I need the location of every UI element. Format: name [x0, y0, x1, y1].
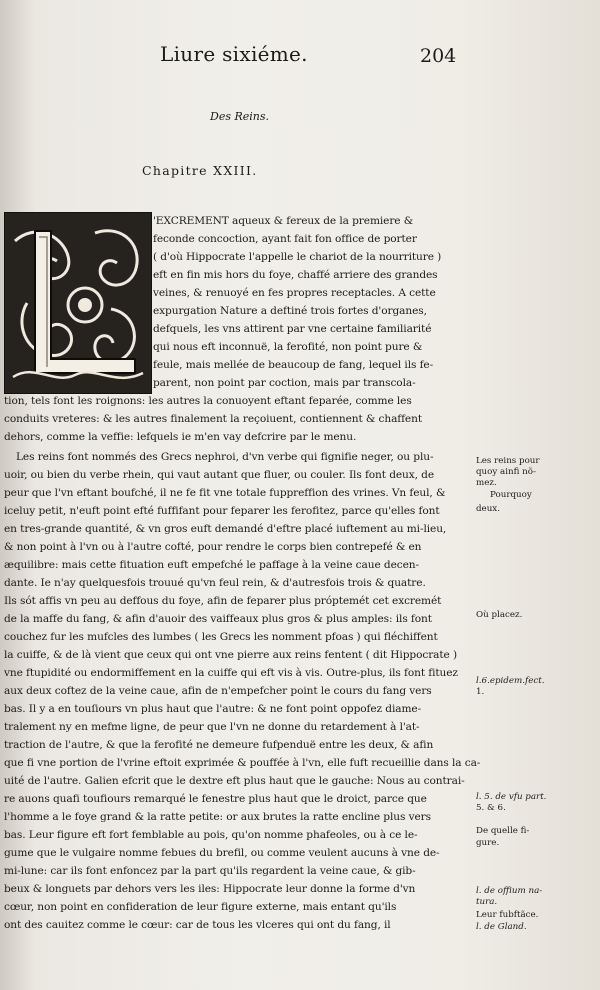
body-line: defquels, les vns attirent par vne certaine familiarité — [153, 323, 432, 335]
body-line: parent, non point par coction, mais par transcola- — [153, 377, 416, 389]
margin-note: 5. & 6. — [476, 803, 506, 813]
margin-note: mez. — [476, 478, 497, 488]
body-line: uité de l'autre. Galien efcrit que le dextre eft plus haut que le gauche: Nous au contrai- — [4, 775, 465, 787]
body-line: tion, tels font les roignons: les autres la conuoyent eftant feparée, comme les — [4, 395, 412, 407]
body-line: traction de l'autre, & que la ferofité ne demeure fufpenduë entre les deux, & afin — [4, 739, 434, 751]
margin-note: l. de Gland. — [476, 922, 527, 932]
margin-note: Leur fubftãce. — [476, 910, 539, 920]
body-line: mi-lune: car ils font enfoncez par la part qu'ils regardent la veine caue, & gib- — [4, 865, 416, 877]
body-line: æquilibre: mais cette fituation euft empefché le paffage à la veine caue decen- — [4, 559, 419, 571]
body-line: re auons quafi toufiours remarqué le fenestre plus haut que le droict, parce que — [4, 793, 427, 805]
margin-note: gure. — [476, 838, 500, 848]
body-line: ont des cauitez comme le cœur: car de tous les vlceres qui ont du fang, il — [4, 919, 391, 931]
margin-note: l. 5. de vfu part. — [476, 792, 547, 802]
ornamental-initial — [4, 212, 152, 394]
margin-note: Pourquoy — [490, 490, 532, 500]
body-line: uoir, ou bien du verbe rhein, qui vaut autant que fluer, ou couler. Ils font deux, de — [4, 469, 435, 481]
section-title: Des Reins. — [210, 110, 270, 123]
body-line: la cuiffe, & de là vient que ceux qui ont vne pierre aux reins fentent ( dit Hippocrate ) — [4, 649, 457, 661]
body-line: couchez fur les mufcles des lumbes ( les Grecs les nomment pfoas ) qui fléchiffent — [4, 631, 438, 643]
margin-note: 1. — [476, 687, 485, 697]
page-number: 204 — [420, 45, 457, 67]
body-line: en tres-grande quantité, & vn gros euft demandé d'eftre placé iuftement au mi-lieu, — [4, 523, 447, 535]
body-line: beux & longuets par dehors vers les iles: Hippocrate leur donne la forme d'vn — [4, 883, 416, 895]
margin-note: quoy ainfi nõ- — [476, 467, 536, 477]
body-line: tralement ny en mefme ligne, de peur que l'vn ne donne du retardement à l'at- — [4, 721, 420, 733]
body-line: bas. Il y a en touſiours vn plus haut que l'autre: & ne font point oppofez diame- — [4, 703, 422, 715]
body-line: vne ftupidité ou endormiffement en la cuiffe qui eft vis à vis. Outre-plus, ils font fituez — [4, 667, 458, 679]
running-title: Liure sixiéme. — [160, 42, 308, 66]
body-line: iceluy petit, n'euft point efté fuffifant pour feparer les ferofitez, parce qu'elles font — [4, 505, 440, 517]
body-line: ( d'où Hippocrate l'appelle le chariot de la nourriture ) — [153, 251, 442, 263]
margin-note: tura. — [476, 897, 498, 907]
body-line: Les reins font nommés des Grecs nephroi, d'vn verbe qui fignifie neger, ou plu- — [16, 451, 434, 463]
margin-note: Les reins pour — [476, 456, 540, 466]
body-line: dehors, comme la veffie: lefquels ie m'en vay defcrire par le menu. — [4, 431, 357, 443]
body-line: de la maffe du fang, & afin d'auoir des vaiffeaux plus gros & plus amples: ils font — [4, 613, 432, 625]
body-line: dante. Ie n'ay quelquesfois trouué qu'vn feul rein, & d'autresfois trois & quatre. — [4, 577, 426, 589]
body-line: Ils sót affis vn peu au deffous du foye, afin de feparer plus próptemét cet excremét — [4, 595, 442, 607]
margin-note: Où placez. — [476, 610, 523, 620]
margin-note: l. de offium na- — [476, 886, 543, 896]
body-line: expurgation Nature a deftiné trois fortes d'organes, — [153, 305, 427, 317]
body-line: peur que l'vn eftant boufché, il ne fe fit vne totale fuppreffion des vrines. Vn feul, & — [4, 487, 446, 499]
body-line: que fi vne portion de l'vrine eftoit exprimée & pouffée à l'vn, elle fuft recueillie dans la ca- — [4, 757, 481, 769]
body-line: qui nous eft inconnuë, la ferofité, non point pure & — [153, 341, 423, 353]
body-line: veines, & renuoyé en fes propres receptacles. A cette — [153, 287, 436, 299]
body-line: & non point à l'vn ou à l'autre cofté, pour rendre le corps bien contrepefé & en — [4, 541, 422, 553]
body-line: l'homme a le foye grand & la ratte petite: or aux brutes la ratte encline plus vers — [4, 811, 431, 823]
body-line: feule, mais mellée de beaucoup de fang, lequel ils fe- — [153, 359, 434, 371]
body-line: 'EXCREMENT aqueux & fereux de la premiere & — [153, 215, 414, 227]
body-line: eft en fin mis hors du foye, chaffé arriere des grandes — [153, 269, 438, 281]
margin-note: deux. — [476, 504, 500, 514]
body-line: bas. Leur figure eft fort femblable au pois, qu'on nomme phafeoles, ou à ce le- — [4, 829, 418, 841]
chapter-title: Chapitre XXIII. — [142, 163, 258, 178]
margin-note: De quelle fi- — [476, 826, 530, 836]
body-line: feconde concoction, ayant fait fon office de porter — [153, 233, 417, 245]
body-line: gume que le vulgaire nomme febues du brefil, ou comme veulent aucuns à vne de- — [4, 847, 440, 859]
body-line: aux deux coftez de la veine caue, afin de n'empefcher point le cours du fang vers — [4, 685, 432, 697]
margin-note: l.6.epidem.fect. — [476, 676, 545, 686]
ornamental-initial-l-icon — [5, 213, 151, 393]
body-line: conduits vreteres: & les autres finalement la reçoiuent, contiennent & chaffent — [4, 413, 422, 425]
body-line: cœur, non point en confideration de leur figure externe, mais entant qu'ils — [4, 901, 397, 913]
